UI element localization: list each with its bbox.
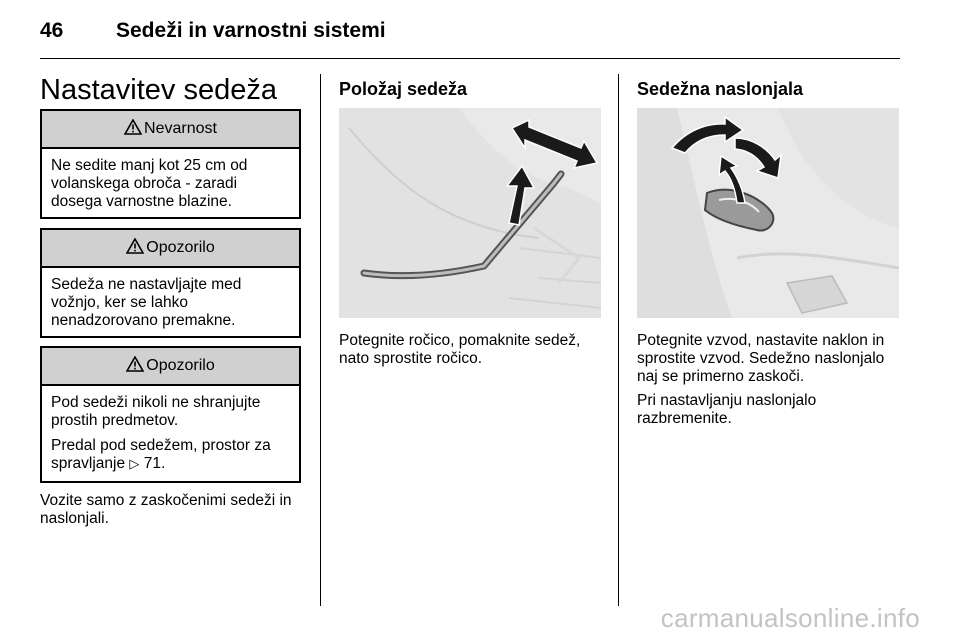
header-divider (40, 58, 900, 59)
danger-box (40, 109, 301, 219)
page-number: 46 (40, 19, 64, 42)
warning-box-1-header (42, 230, 299, 268)
warning-box-2-header (42, 348, 299, 386)
danger-box-text: Ne sedite manj kot 25 cm od volanskega obroča - zaradi dosega varnostne blazine. (51, 157, 248, 210)
page-reference-arrow-icon: ▷ (129, 456, 140, 471)
backrest-instruction-2: Pri nastavljanju naslonjalo razbremenite. (637, 392, 817, 427)
danger-box-header (42, 111, 299, 149)
page-header-title: Sedeži in varnostni sistemi (116, 19, 386, 42)
warning-box-1 (40, 228, 301, 338)
warning-triangle-icon (126, 238, 144, 259)
warning-triangle-icon (124, 119, 142, 140)
column-divider (320, 74, 321, 606)
warning-box-2 (40, 346, 301, 483)
closing-text: Vozite samo z zaskočenimi sedeži in naslonjali. (40, 492, 292, 527)
danger-box-title: Nevarnost (144, 120, 217, 137)
backrest-instruction-1: Potegnite vzvod, nastavite naklon in sprostite vzvod. Sedežno naslonjalo naj se primerno zaskoči. (637, 332, 885, 385)
backrest-instructions (637, 332, 902, 434)
warning-box-1-text: Sedeža ne nastavljajte med vožnjo, ker se lahko nenadzorovano premakne. (51, 276, 242, 329)
page-reference[interactable]: 71. (143, 455, 166, 472)
warning-box-1-title: Opozorilo (146, 239, 215, 256)
warning-box-2-title: Opozorilo (146, 357, 215, 374)
seat-position-illustration (339, 108, 601, 318)
watermark: carmanualsonline.info (660, 603, 920, 633)
section-title: Nastavitev sedeža (40, 74, 277, 106)
warning-box-2-text-2: Predal pod sedežem, prostor za spravljanje ▷ 71. (51, 437, 271, 472)
backrest-heading: Sedežna naslonjala (637, 79, 804, 99)
seat-position-heading: Položaj sedeža (339, 79, 468, 99)
warning-box-2-text-1: Pod sedeži nikoli ne shranjujte prostih predmetov. (51, 394, 261, 429)
backrest-illustration (637, 108, 899, 318)
seat-position-caption: Potegnite ročico, pomaknite sedež, nato sprostite ročico. (339, 332, 581, 367)
warning-triangle-icon (126, 356, 144, 377)
column-divider (618, 74, 619, 606)
